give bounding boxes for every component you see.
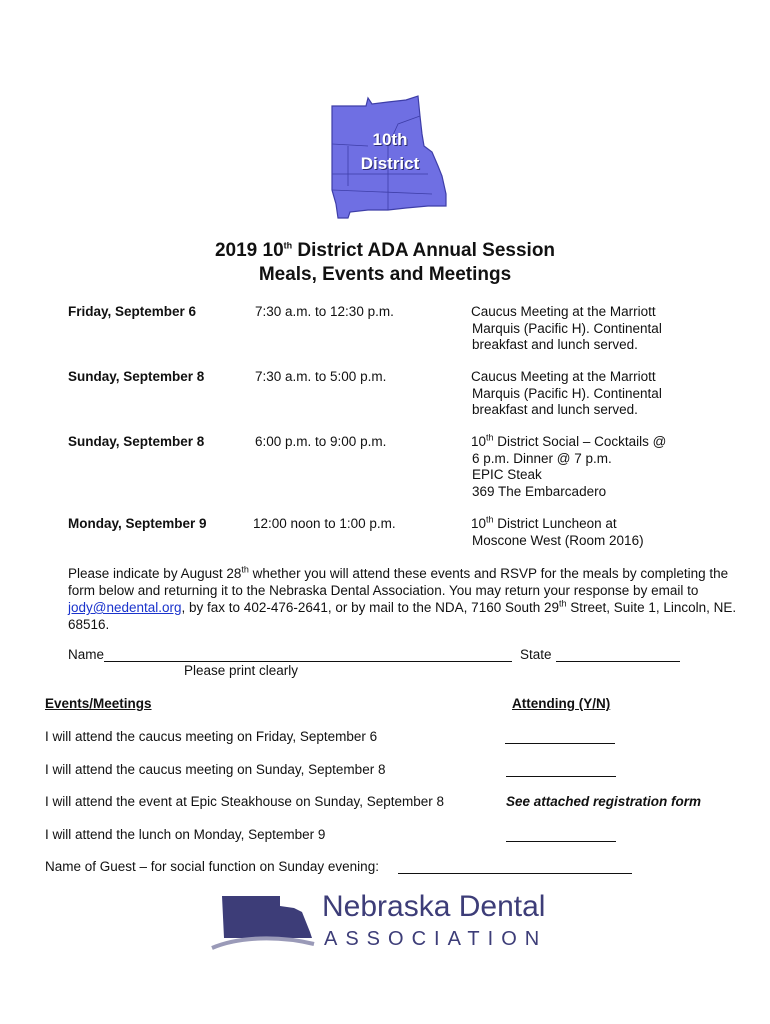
logo-text-line-2: ASSOCIATION	[324, 928, 548, 950]
instructions-paragraph: Please indicate by August 28th whether you will attend these events and RSVP for the meals by completing the form below and returning it to the Nebraska Dental Association. You may return your response by email to jody@nedental.org, by fax to 402-476-2641, or by mail to the NDA, 7160 South 29th Street, Suite 1, Lincoln, NE. 68516.	[68, 564, 737, 632]
state-field[interactable]	[556, 660, 680, 662]
events-header: Events/Meetings	[45, 696, 152, 711]
schedule-day: Sunday, September 8	[68, 434, 205, 449]
attending-field[interactable]	[506, 840, 616, 842]
nebraska-shape-icon	[210, 892, 320, 952]
schedule-time: 7:30 a.m. to 5:00 p.m.	[255, 369, 387, 384]
schedule-day: Friday, September 6	[68, 304, 197, 319]
schedule-description: Caucus Meeting at the Marriott Marquis (Pacific H). Continental breakfast and lunch served.	[471, 369, 662, 417]
name-field[interactable]	[104, 660, 512, 662]
event-item: I will attend the caucus meeting on Friday, September 6	[45, 729, 378, 744]
email-link[interactable]: jody@nedental.org	[68, 600, 182, 615]
page-title: 2019 10th District ADA Annual Session	[214, 240, 556, 261]
state-label: State	[520, 647, 552, 662]
schedule-day: Monday, September 9	[68, 516, 207, 531]
schedule-description: 10th District Luncheon at Moscone West (Room 2016)	[471, 514, 644, 548]
schedule-description: Caucus Meeting at the Marriott Marquis (Pacific H). Continental breakfast and lunch served.	[471, 304, 662, 352]
page-subtitle: Meals, Events and Meetings	[258, 264, 512, 285]
logo-line-2: District	[360, 154, 420, 173]
logo-text-line-1: Nebraska Dental	[322, 890, 546, 923]
schedule-description: 10th District Social – Cocktails @ 6 p.m. Dinner @ 7 p.m. EPIC Steak 369 The Embarcadero	[471, 432, 667, 499]
attending-field[interactable]	[505, 742, 615, 744]
district-logo	[328, 94, 452, 220]
nda-logo	[210, 890, 580, 956]
attending-header: Attending (Y/N)	[512, 696, 611, 711]
schedule-day: Sunday, September 8	[68, 369, 205, 384]
guest-name-field[interactable]	[398, 872, 632, 874]
event-item: I will attend the caucus meeting on Sunday, September 8	[45, 762, 386, 777]
schedule-time: 7:30 a.m. to 12:30 p.m.	[255, 304, 394, 319]
print-hint: Please print clearly	[184, 663, 299, 678]
attending-field[interactable]	[506, 775, 616, 777]
guest-label: Name of Guest – for social function on Sunday evening:	[45, 859, 379, 874]
schedule-time: 6:00 p.m. to 9:00 p.m.	[255, 434, 387, 449]
logo-line-1: 10th	[372, 130, 408, 149]
event-item: I will attend the lunch on Monday, September 9	[45, 827, 326, 842]
event-item: I will attend the event at Epic Steakhouse on Sunday, September 8	[45, 794, 445, 809]
see-attached-note: See attached registration form	[506, 794, 702, 809]
name-label: Name	[68, 647, 105, 662]
schedule-time: 12:00 noon to 1:00 p.m.	[253, 516, 396, 531]
